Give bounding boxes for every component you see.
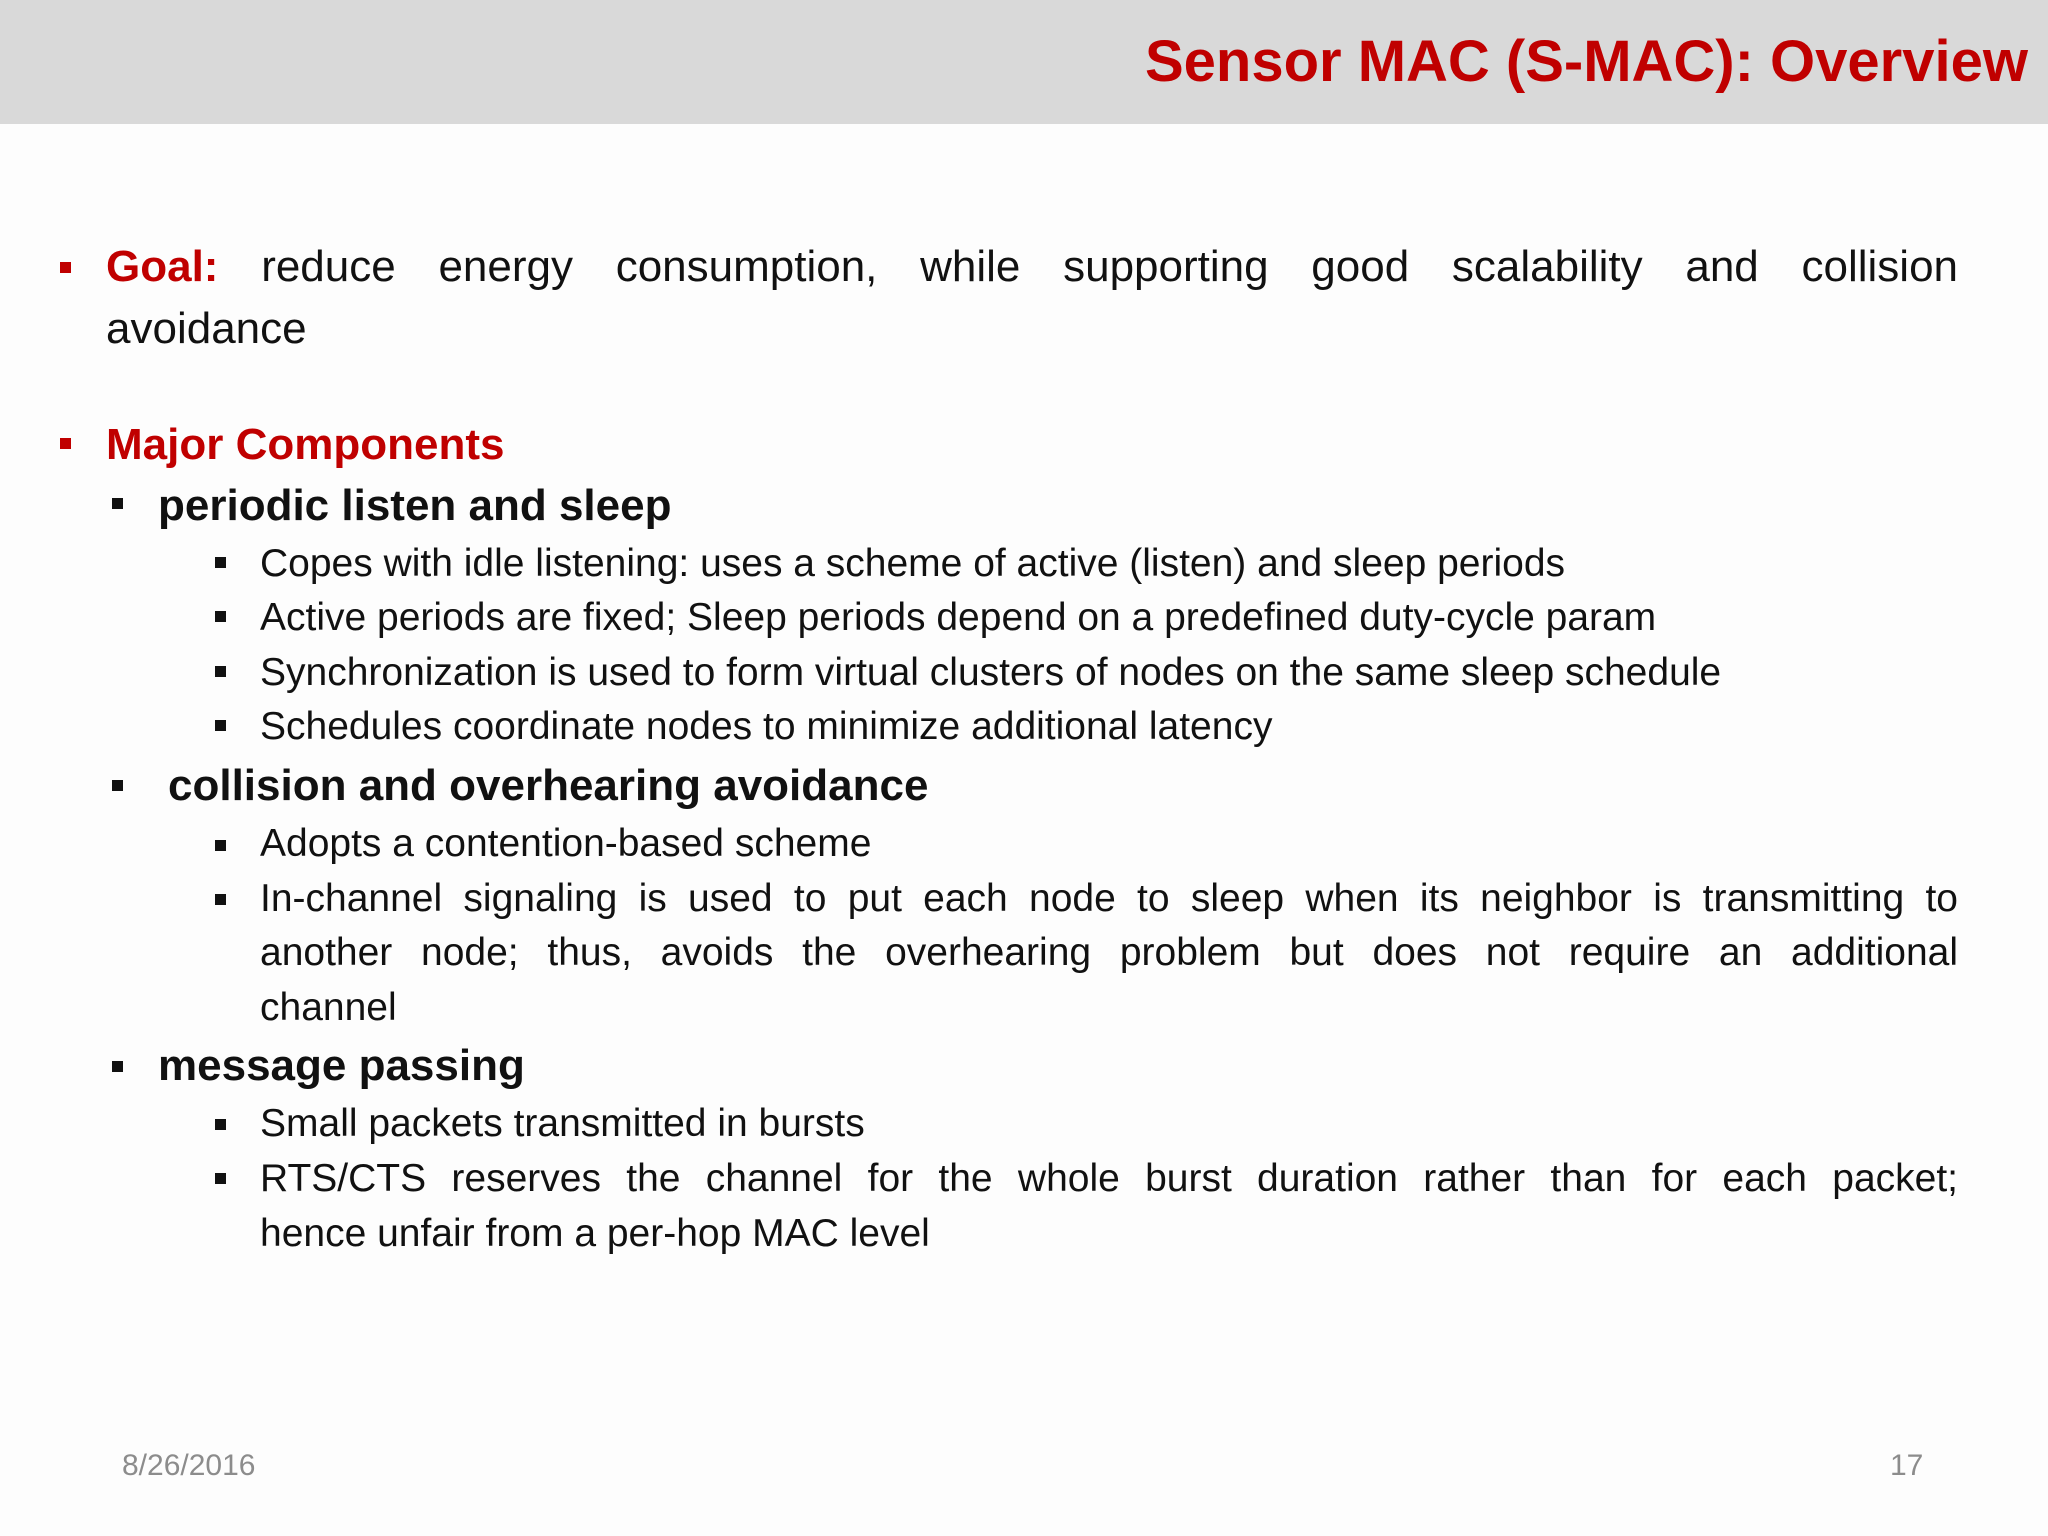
major-components-bullet-icon [60,438,71,449]
item-bullet-icon [215,666,226,677]
item-bullet-icon [215,557,226,568]
slide-title: Sensor MAC (S-MAC): Overview [1144,29,2028,94]
goal-bullet-icon [60,262,71,273]
goal-label: Goal: [106,242,219,291]
item-bullet-icon [215,894,226,905]
list-item-continuation: another node; thus, avoids the overhearing problem but does not require an additional [260,931,1958,974]
group-title-message-passing: message passing [158,1041,525,1090]
item-bullet-icon [215,1173,226,1184]
list-item: Adopts a contention-based scheme [260,822,872,865]
item-bullet-icon [215,611,226,622]
group-bullet-icon [112,780,123,791]
goal-text-line2: avoidance [106,304,307,353]
list-item: Active periods are fixed; Sleep periods depend on a predefined duty-cycle param [260,596,1657,639]
list-item: Schedules coordinate nodes to minimize additional latency [260,705,1273,748]
goal-text-line1: reduce energy consumption, while supporting good scalability and collision [261,242,1959,291]
goal-line [106,240,1958,294]
list-item: Synchronization is used to form virtual clusters of nodes on the same sleep schedule [260,651,1722,694]
item-bullet-icon [215,720,226,731]
list-item-continuation: hence unfair from a per-hop MAC level [260,1212,930,1255]
major-components-heading: Major Components [106,420,505,469]
item-bullet-icon [215,840,226,851]
list-item: In-channel signaling is used to put each node to sleep when its neighbor is transmitting to [260,877,1958,920]
footer-date: 8/26/2016 [122,1449,256,1482]
list-item: Small packets transmitted in bursts [260,1102,865,1145]
group-title-periodic-listen-sleep: periodic listen and sleep [158,481,672,530]
title-bar [0,0,2048,124]
list-item: Copes with idle listening: uses a scheme of active (listen) and sleep periods [260,542,1566,585]
list-item: RTS/CTS reserves the channel for the whole burst duration rather than for each packet; [260,1157,1958,1200]
group-bullet-icon [112,1061,123,1072]
item-bullet-icon [215,1119,226,1130]
footer-page-number: 17 [1890,1449,1924,1482]
group-bullet-icon [112,498,123,509]
list-item-continuation: channel [260,986,397,1029]
group-title-collision-overhearing: collision and overhearing avoidance [168,761,929,810]
